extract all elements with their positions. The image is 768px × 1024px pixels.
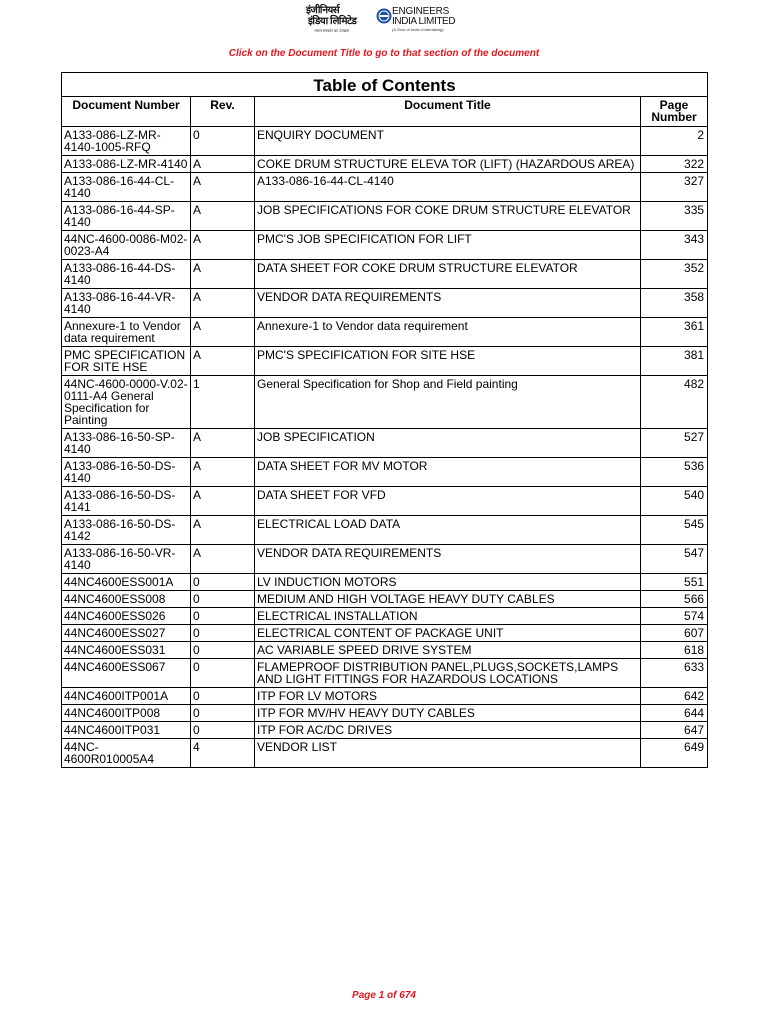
- revision-cell: 0: [191, 705, 255, 722]
- column-header-document-title: Document Title: [255, 97, 641, 127]
- table-row[interactable]: [62, 347, 708, 376]
- revision-cell: 0: [191, 659, 255, 688]
- page-number-cell: 649: [641, 739, 708, 768]
- table-row[interactable]: [62, 487, 708, 516]
- document-number-cell: A133-086-LZ-MR-4140: [62, 156, 191, 173]
- document-title-link[interactable]: VENDOR DATA REQUIREMENTS: [255, 545, 641, 574]
- page-number-cell: 633: [641, 659, 708, 688]
- page-number-cell: 545: [641, 516, 708, 545]
- revision-cell: A: [191, 173, 255, 202]
- document-title-link[interactable]: VENDOR DATA REQUIREMENTS: [255, 289, 641, 318]
- document-title-link[interactable]: A133-086-16-44-CL-4140: [255, 173, 641, 202]
- document-number-cell: 44NC4600ESS027: [62, 625, 191, 642]
- document-title-link[interactable]: General Specification for Shop and Field painting: [255, 376, 641, 429]
- page-number-cell: 343: [641, 231, 708, 260]
- document-title-link[interactable]: AC VARIABLE SPEED DRIVE SYSTEM: [255, 642, 641, 659]
- page-number-cell: 482: [641, 376, 708, 429]
- table-row[interactable]: [62, 173, 708, 202]
- revision-cell: 0: [191, 625, 255, 642]
- column-header-revision: Rev.: [191, 97, 255, 127]
- table-row[interactable]: [62, 127, 708, 156]
- document-title-link[interactable]: ELECTRICAL CONTENT OF PACKAGE UNIT: [255, 625, 641, 642]
- table-row[interactable]: [62, 156, 708, 173]
- document-title-link[interactable]: PMC'S SPECIFICATION FOR SITE HSE: [255, 347, 641, 376]
- table-row[interactable]: [62, 722, 708, 739]
- table-row[interactable]: [62, 376, 708, 429]
- document-title-link[interactable]: LV INDUCTION MOTORS: [255, 574, 641, 591]
- page-number-cell: 335: [641, 202, 708, 231]
- document-title-link[interactable]: ITP FOR MV/HV HEAVY DUTY CABLES: [255, 705, 641, 722]
- table-of-contents: [61, 72, 707, 768]
- revision-cell: A: [191, 318, 255, 347]
- page-number-cell: 327: [641, 173, 708, 202]
- logo-hindi-line1: इंजीनियर्स: [306, 5, 340, 16]
- table-row[interactable]: [62, 739, 708, 768]
- revision-cell: A: [191, 429, 255, 458]
- logo-hindi-line2: इंडिया लिमिटेड: [308, 16, 357, 27]
- revision-cell: 0: [191, 688, 255, 705]
- document-number-cell: A133-086-16-44-SP-4140: [62, 202, 191, 231]
- revision-cell: 0: [191, 642, 255, 659]
- table-row[interactable]: [62, 688, 708, 705]
- document-title-link[interactable]: DATA SHEET FOR COKE DRUM STRUCTURE ELEVATOR: [255, 260, 641, 289]
- document-number-cell: A133-086-16-50-DS-4142: [62, 516, 191, 545]
- document-number-cell: 44NC4600ITP001A: [62, 688, 191, 705]
- logo-english-tagline: (A Govt of India Undertaking): [392, 27, 444, 32]
- table-row[interactable]: [62, 608, 708, 625]
- table-row[interactable]: [62, 705, 708, 722]
- page-number-cell: 574: [641, 608, 708, 625]
- document-number-cell: 44NC4600ITP031: [62, 722, 191, 739]
- page-indicator: Page 1 of 674: [352, 990, 416, 1001]
- revision-cell: 0: [191, 608, 255, 625]
- table-row[interactable]: [62, 591, 708, 608]
- document-title-link[interactable]: FLAMEPROOF DISTRIBUTION PANEL,PLUGS,SOCKETS,LAMPS AND LIGHT FITTINGS FOR HAZARDOUS LOCATIONS: [255, 659, 641, 688]
- table-row[interactable]: [62, 458, 708, 487]
- page-number-cell: 536: [641, 458, 708, 487]
- document-title-link[interactable]: ENQUIRY DOCUMENT: [255, 127, 641, 156]
- company-logo: [300, 4, 460, 36]
- logo-english-line2: INDIA LIMITED: [392, 16, 456, 27]
- revision-cell: 0: [191, 574, 255, 591]
- table-row[interactable]: [62, 642, 708, 659]
- page-number-cell: 644: [641, 705, 708, 722]
- revision-cell: 1: [191, 376, 255, 429]
- document-title-link[interactable]: ITP FOR LV MOTORS: [255, 688, 641, 705]
- document-number-cell: A133-086-16-50-SP-4140: [62, 429, 191, 458]
- revision-cell: 4: [191, 739, 255, 768]
- document-title-link[interactable]: COKE DRUM STRUCTURE ELEVA TOR (LIFT) (HAZARDOUS AREA): [255, 156, 641, 173]
- document-number-cell: 44NC-4600R010005A4: [62, 739, 191, 768]
- revision-cell: A: [191, 260, 255, 289]
- table-row[interactable]: [62, 516, 708, 545]
- document-number-cell: A133-086-LZ-MR-4140-1005-RFQ: [62, 127, 191, 156]
- table-row[interactable]: [62, 659, 708, 688]
- document-title-link[interactable]: ELECTRICAL INSTALLATION: [255, 608, 641, 625]
- document-title-link[interactable]: VENDOR LIST: [255, 739, 641, 768]
- table-row[interactable]: [62, 545, 708, 574]
- page-number-cell: 540: [641, 487, 708, 516]
- revision-cell: A: [191, 156, 255, 173]
- table-row[interactable]: [62, 260, 708, 289]
- document-number-cell: 44NC-4600-0086-M02-0023-A4: [62, 231, 191, 260]
- document-title-link[interactable]: ELECTRICAL LOAD DATA: [255, 516, 641, 545]
- document-number-cell: A133-086-16-50-VR-4140: [62, 545, 191, 574]
- page-number-cell: 361: [641, 318, 708, 347]
- document-number-cell: A133-086-16-50-DS-4140: [62, 458, 191, 487]
- document-title-link[interactable]: Annexure-1 to Vendor data requirement: [255, 318, 641, 347]
- table-row[interactable]: [62, 429, 708, 458]
- page-number-cell: 618: [641, 642, 708, 659]
- document-title-link[interactable]: JOB SPECIFICATION: [255, 429, 641, 458]
- document-number-cell: 44NC4600ESS001A: [62, 574, 191, 591]
- document-title-link[interactable]: ITP FOR AC/DC DRIVES: [255, 722, 641, 739]
- document-number-cell: 44NC4600ESS031: [62, 642, 191, 659]
- page-number-cell: 352: [641, 260, 708, 289]
- document-number-cell: 44NC4600ESS026: [62, 608, 191, 625]
- page-number-cell: 2: [641, 127, 708, 156]
- document-number-cell: A133-086-16-50-DS-4141: [62, 487, 191, 516]
- document-number-cell: 44NC-4600-0000-V.02-0111-A4 General Specification for Painting: [62, 376, 191, 429]
- revision-cell: A: [191, 347, 255, 376]
- toc-rows: [62, 127, 708, 768]
- document-number-cell: 44NC4600ESS008: [62, 591, 191, 608]
- page-number-cell: 381: [641, 347, 708, 376]
- column-header-document-number: Document Number: [62, 97, 191, 127]
- page-number-cell: 642: [641, 688, 708, 705]
- document-number-cell: 44NC4600ITP008: [62, 705, 191, 722]
- page-number-cell: 566: [641, 591, 708, 608]
- eil-emblem-icon: [376, 8, 392, 24]
- page-number-cell: 358: [641, 289, 708, 318]
- revision-cell: A: [191, 487, 255, 516]
- page-number-cell: 607: [641, 625, 708, 642]
- revision-cell: A: [191, 202, 255, 231]
- document-number-cell: Annexure-1 to Vendor data requirement: [62, 318, 191, 347]
- table-row[interactable]: [62, 231, 708, 260]
- document-title-link[interactable]: JOB SPECIFICATIONS FOR COKE DRUM STRUCTURE ELEVATOR: [255, 202, 641, 231]
- table-row[interactable]: [62, 202, 708, 231]
- logo-english-line1: ENGINEERS: [392, 6, 450, 17]
- document-title-link[interactable]: MEDIUM AND HIGH VOLTAGE HEAVY DUTY CABLES: [255, 591, 641, 608]
- table-row[interactable]: [62, 289, 708, 318]
- table-row[interactable]: [62, 318, 708, 347]
- page-number-cell: 322: [641, 156, 708, 173]
- revision-cell: A: [191, 516, 255, 545]
- toc-table: [61, 72, 708, 768]
- toc-title: Table of Contents: [62, 73, 708, 97]
- revision-cell: 0: [191, 591, 255, 608]
- page-number-cell: 647: [641, 722, 708, 739]
- page-number-cell: 547: [641, 545, 708, 574]
- document-number-cell: A133-086-16-44-CL-4140: [62, 173, 191, 202]
- document-title-link[interactable]: PMC'S JOB SPECIFICATION FOR LIFT: [255, 231, 641, 260]
- revision-cell: A: [191, 231, 255, 260]
- document-title-link[interactable]: DATA SHEET FOR MV MOTOR: [255, 458, 641, 487]
- table-row[interactable]: [62, 574, 708, 591]
- navigation-instruction: Click on the Document Title to go to that section of the document: [228, 48, 540, 59]
- revision-cell: A: [191, 458, 255, 487]
- revision-cell: 0: [191, 127, 255, 156]
- revision-cell: 0: [191, 722, 255, 739]
- document-number-cell: PMC SPECIFICATION FOR SITE HSE: [62, 347, 191, 376]
- document-number-cell: A133-086-16-44-DS-4140: [62, 260, 191, 289]
- logo-hindi-tagline: भारत सरकार का उपक्रम: [314, 28, 350, 33]
- document-number-cell: 44NC4600ESS067: [62, 659, 191, 688]
- page-number-cell: 527: [641, 429, 708, 458]
- column-header-page-number: Page Number: [641, 97, 708, 127]
- revision-cell: A: [191, 289, 255, 318]
- document-title-link[interactable]: DATA SHEET FOR VFD: [255, 487, 641, 516]
- revision-cell: A: [191, 545, 255, 574]
- document-number-cell: A133-086-16-44-VR-4140: [62, 289, 191, 318]
- page-number-cell: 551: [641, 574, 708, 591]
- table-row[interactable]: [62, 625, 708, 642]
